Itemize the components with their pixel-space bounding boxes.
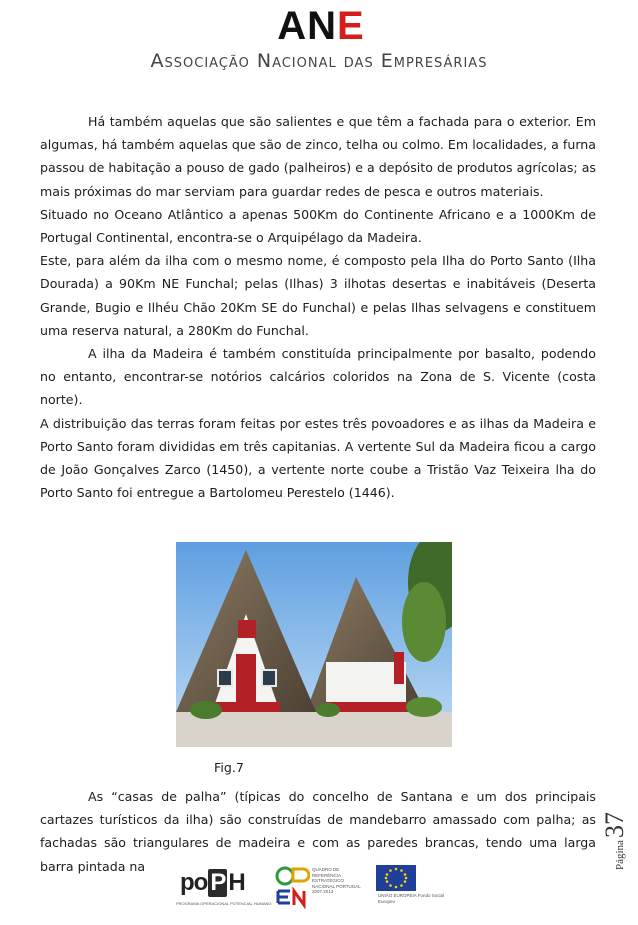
eu-subtitle: UNIÃO EUROPEIA Fundo Social Europeu	[378, 893, 445, 904]
figure-caption: Fig.7	[214, 760, 244, 775]
paragraph: Situado no Oceano Atlântico a apenas 500Km do Continente Africano e a 1000Km de Portugal Continental, encontra-se o Arquipélago da Madeira.	[40, 206, 596, 246]
page-number-value: 37	[600, 812, 629, 839]
poph-subtitle: PROGRAMA OPERACIONAL POTENCIAL HUMANO	[176, 901, 272, 906]
page-header	[0, 0, 638, 95]
paragraph: Este, para além da ilha com o mesmo nome, é composto pela Ilha do Porto Santo (Ilha Dourada) a 90Km NE Funchal; pelas (Ilhas) 3 ilhotas desertas e inabitáveis (Deserta Grande, Bugio e Ilhéu Chão 20Km SE do Funchal) e pelas Ilhas selvagens e constituem uma reserva natural, a 280Km do Funchal.	[40, 253, 596, 338]
ane-logo	[226, 4, 416, 48]
logo-text-an: AN	[277, 3, 338, 48]
association-name: Associação Nacional das Empresárias	[150, 50, 488, 72]
qren-logo	[274, 865, 364, 909]
qren-mark-icon	[274, 865, 310, 909]
page-number	[600, 800, 630, 870]
page-label: Página	[614, 840, 626, 870]
logo-text-e: E	[337, 3, 365, 48]
paragraph: Há também aquelas que são salientes e que têm a fachada para o exterior. Em algumas, há também aquelas que são de zinco, telha ou colmo. Em localidades, a furna passou de habitação a pouso de gado (palheiros) e a depósito de produtos agrícolas; as mais próximas do mar serviam para guardar redes de pesca e outros materiais.	[40, 114, 596, 199]
casas-de-palha-photo	[176, 542, 452, 747]
body-text	[40, 110, 596, 504]
paragraph: As “casas de palha” (típicas do concelho de Santana e um dos principais cartazes turísticos da ilha) são construídas de mandebarro amassado com palha; as fachadas são triangulares de madeira e com as paredes brancas, tendo uma larga barra pintada na	[40, 789, 596, 874]
paragraph: A distribuição das terras foram feitas por estes três povoadores e as ilhas da Madeira e Porto Santo foram divididas em três capitanias. A vertente Sul da Madeira ficou a cargo de João Gonçalves Zarco (1450), a vertente norte coube a Tristão Vaz Teixeira lha do Porto Santo foi entregue a Bartolomeu Perestelo (1446).	[40, 415, 596, 501]
footer-logos	[176, 862, 446, 912]
figure-casas-de-palha	[176, 542, 452, 747]
paragraph: A ilha da Madeira é também constituída principalmente por basalto, podendo no entanto, encontrar-se notórios calcários coloridos na Zona de S. Vicente (costa norte).	[40, 346, 596, 408]
eu-logo	[376, 865, 446, 909]
eu-flag-icon	[376, 865, 416, 891]
qren-subtitle: QUADRO DE REFERÊNCIA ESTRATÉGICO NACIONAL PORTUGAL 2007.2013	[312, 867, 361, 894]
poph-logo: po P H PROGRAMA OPERACIONAL POTENCIAL HUMANO	[176, 869, 272, 906]
